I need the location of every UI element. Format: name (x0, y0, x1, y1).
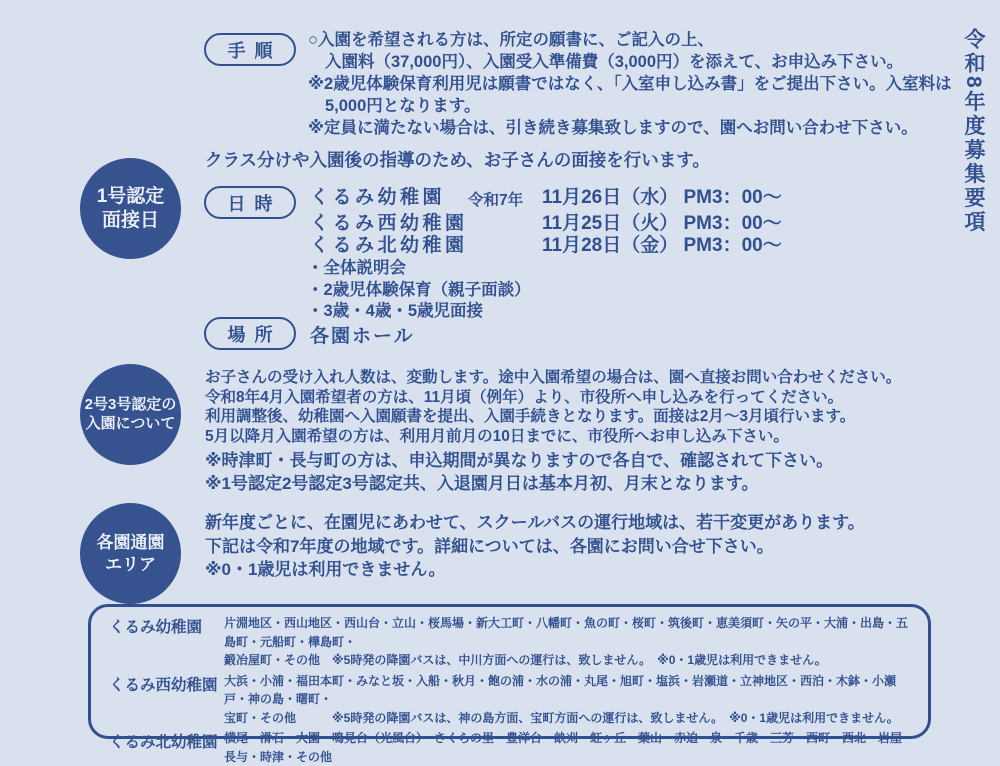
type23-enrollment-notes (205, 449, 833, 495)
kindergarten-name: くるみ北幼稚園 (310, 235, 468, 256)
era-spacer (468, 235, 542, 258)
area-list-line: 片淵地区・西山地区・西山台・立山・桜馬場・新大工町・八幡町・魚の町・桜町・筑後町・恵美須町・矢の平・大浦・出島・五島町・元船町・樺島町・ (224, 616, 909, 649)
badge-text: 入園について (85, 414, 176, 432)
interview-intro: クラス分けや入園後の指導のため、お子さんの面接を行います。 (205, 150, 710, 170)
procedure-line: ○入園を希望される方は、所定の願書に、ご記入の上、 (308, 31, 714, 49)
procedure-label: 手順 (227, 40, 282, 61)
procedure-line: ※2歳児体験保育利用児は願書ではなく、「入室申し込み書」をご提出下さい。入室料は (308, 75, 952, 93)
area-line: 下記は令和7年度の地域です。詳細については、各園にお問い合せ下さい。 (205, 536, 774, 556)
interview-item: ・2歳児体験保育（親子面談） (307, 280, 531, 299)
interview-schedule (310, 187, 782, 258)
type23-enrollment-badge (80, 364, 181, 465)
kindergarten-name: くるみ西幼稚園 (109, 676, 218, 694)
bus-area-table (88, 604, 931, 764)
procedure-text (308, 29, 952, 139)
interview-item: ・全体説明会 (307, 259, 406, 277)
procedure-line: ※定員に満たない場合は、引き続き募集致しますので、園へお問い合わせ下さい。 (308, 119, 918, 137)
place-label: 場所 (227, 324, 282, 345)
badge-text: エリア (105, 554, 156, 574)
interview-day-badge (80, 158, 181, 259)
commute-area-badge (80, 503, 181, 604)
schedule-row (310, 187, 782, 213)
table-row (109, 672, 916, 728)
area-line: ※0・1歳児は利用できません。 (205, 560, 446, 579)
badge-text: 面接日 (101, 209, 159, 231)
area-list-line: 大浜・小浦・福田本町・みなと坂・入船・秋月・飽の浦・水の浦・丸尾・旭町・塩浜・岩瀬道・立神地区・西泊・木鉢・小瀬戸・神の島・曙町・ (224, 673, 897, 706)
kindergarten-name: くるみ幼稚園 (310, 187, 446, 208)
interview-items (307, 258, 531, 323)
procedure-label-pill (204, 33, 296, 66)
kindergarten-name: くるみ西幼稚園 (310, 212, 468, 234)
interview-item: ・3歳・4歳・5歳児面接 (307, 302, 484, 320)
datetime-label: 日時 (227, 193, 282, 214)
procedure-line: 入園料（37,000円）、入園受入準備費（3,000円）を添えて、お申込み下さい。 (325, 53, 904, 71)
kindergarten-name: くるみ幼稚園 (109, 619, 203, 636)
enrollment-line: 令和8年4月入園希望者の方は、11月頃（例年）より、市役所へ申し込みを行ってください。 (205, 388, 844, 406)
enrollment-line: お子さんの受け入れ人数は、変動します。途中入園希望の場合は、園へ直接お問い合わせください。 (205, 369, 902, 386)
area-list-line: 宝町・その他 ※5時発の降園バスは、神の島方面、宝町方面への運行は、致しません。 ※0・1歳児は利用できません。 (224, 710, 899, 725)
era-spacer (468, 213, 542, 236)
area-line: 新年度ごとに、在園児にあわせて、スクールバスの運行地域は、若干変更があります。 (205, 513, 865, 532)
schedule-row (310, 235, 782, 258)
area-list (224, 729, 916, 766)
enrollment-line: 利用調整後、幼稚園へ入園願書を提出、入園手続きとなります。面接は2月～3月頃行います。 (205, 408, 856, 425)
era-label: 令和7年 (468, 192, 524, 209)
area-list-line: 鍛冶屋町・その他 ※5時発の降園バスは、中川方面への運行は、致しません。 ※0・1歳児は利用できません。 (224, 653, 827, 667)
place-value: 各園ホール (310, 326, 415, 347)
badge-text: 各園通園 (96, 533, 165, 553)
page-title: 令和8年度募集要項 (962, 28, 985, 235)
datetime-label-pill (204, 186, 296, 219)
interview-date: 11月28日（金） PM3：00～ (542, 235, 782, 256)
commute-area-text (205, 511, 865, 582)
type23-enrollment-text (205, 368, 901, 446)
area-list (224, 614, 916, 670)
procedure-line: 5,000円となります。 (325, 97, 481, 115)
place-label-pill (204, 317, 296, 350)
badge-text: 2号3号認定の (84, 395, 177, 413)
enrollment-line: 5月以降月入園希望の方は、利用月前月の10日までに、市役所へお申し込み下さい。 (205, 427, 789, 445)
badge-text: 1号認定 (96, 185, 165, 207)
interview-date: 11月26日（水） PM3：00～ (542, 187, 782, 208)
enrollment-note: ※時津町・長与町の方は、申込期間が異なりますので各自で、確認されて下さい。 (205, 451, 834, 470)
area-list (224, 672, 916, 728)
kindergarten-name: くるみ北幼稚園 (109, 734, 218, 751)
interview-date: 11月25日（火） PM3：00～ (542, 212, 782, 234)
table-row (109, 614, 916, 670)
schedule-row (310, 213, 782, 236)
table-row (109, 729, 916, 766)
enrollment-note: ※1号認定2号認定3号認定共、入退園月日は基本月初、月末となります。 (205, 474, 759, 493)
area-list-line: 横尾・滑石・大園・鳴見台（光風台）・さくらの里・豊洋台・畝刈・虹ヶ丘・葉山・赤迫・泉・千歳・三芳・西町・西北・岩屋・長与・時津・その他 (224, 731, 915, 764)
